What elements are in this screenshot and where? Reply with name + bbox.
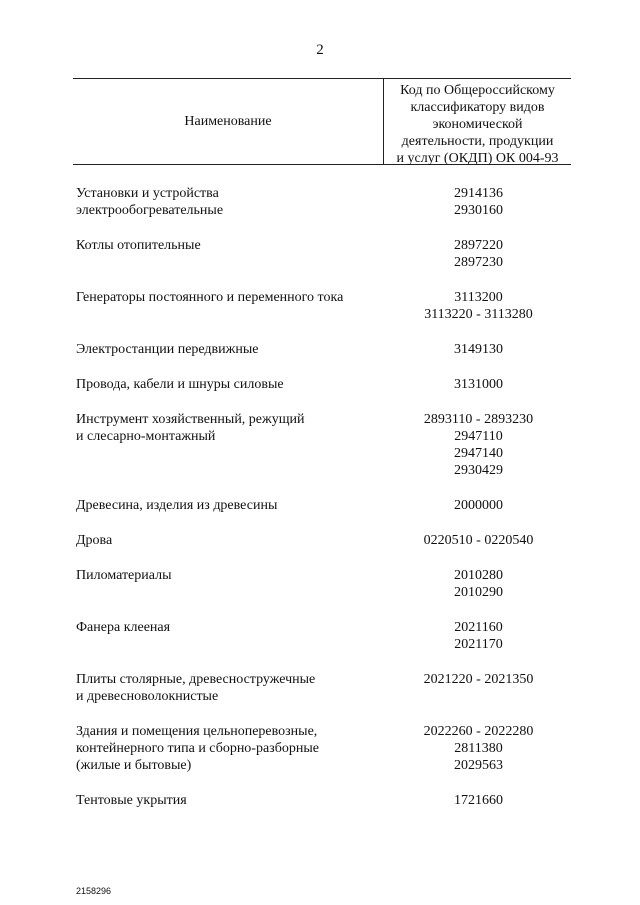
header-name-column: Наименование bbox=[184, 114, 272, 129]
row-code-value: 2021170 bbox=[454, 637, 503, 652]
header-code-line: Код по Общероссийскому bbox=[400, 83, 555, 98]
row-name bbox=[76, 376, 386, 393]
row-name-line: Плиты столярные, древесностружечные bbox=[76, 672, 316, 687]
table-row bbox=[0, 723, 640, 774]
row-code-value: 2021220 - 2021350 bbox=[423, 672, 534, 687]
row-name-line: Здания и помещения цельноперевозные, bbox=[76, 724, 318, 739]
row-code bbox=[386, 497, 571, 514]
table-row bbox=[0, 532, 640, 549]
table-row bbox=[0, 376, 640, 393]
row-name bbox=[76, 289, 386, 323]
row-code bbox=[386, 185, 571, 219]
row-code-value: 0220510 - 0220540 bbox=[423, 533, 534, 548]
row-code-value: 2930160 bbox=[454, 203, 503, 218]
table-row bbox=[0, 497, 640, 514]
row-name bbox=[76, 619, 386, 653]
table-row bbox=[0, 341, 640, 358]
row-name-line: Установки и устройства bbox=[76, 186, 219, 201]
row-code bbox=[386, 341, 571, 358]
row-code-value: 3131000 bbox=[454, 377, 503, 392]
row-name bbox=[76, 792, 386, 809]
row-code bbox=[386, 567, 571, 601]
row-code-value: 2010280 bbox=[454, 568, 503, 583]
table-top-rule bbox=[73, 78, 571, 79]
row-name-line: Древесина, изделия из древесины bbox=[76, 498, 278, 513]
row-name-line: электрообогревательные bbox=[76, 203, 224, 218]
row-code bbox=[386, 237, 571, 271]
row-name bbox=[76, 185, 386, 219]
header-code-line: и услуг (ОКДП) ОК 004-93 bbox=[396, 151, 559, 166]
row-code-value: 2947110 bbox=[454, 429, 503, 444]
row-name-line: контейнерного типа и сборно-разборные bbox=[76, 741, 319, 756]
row-code-value: 2897220 bbox=[454, 238, 503, 253]
row-code-value: 2010290 bbox=[454, 585, 503, 600]
row-code-value: 1721660 bbox=[454, 793, 503, 808]
row-name bbox=[76, 497, 386, 514]
document-id: 2158296 bbox=[76, 886, 112, 896]
table-row bbox=[0, 619, 640, 653]
header-code-column bbox=[384, 82, 571, 167]
header-code-line: деятельности, продукции bbox=[401, 134, 554, 149]
row-code bbox=[386, 723, 571, 774]
row-name bbox=[76, 532, 386, 549]
table-body bbox=[0, 185, 640, 809]
row-code-value: 2893110 - 2893230 bbox=[423, 412, 534, 427]
row-name-line: и слесарно-монтажный bbox=[76, 429, 216, 444]
table-row bbox=[0, 237, 640, 271]
row-name bbox=[76, 671, 386, 705]
row-name bbox=[76, 411, 386, 479]
row-code bbox=[386, 671, 571, 705]
row-name-line: Генераторы постоянного и переменного тока bbox=[76, 290, 344, 305]
header-code-line: экономической bbox=[432, 117, 523, 132]
table-row bbox=[0, 792, 640, 809]
row-name-line: Котлы отопительные bbox=[76, 238, 201, 253]
table-row bbox=[0, 289, 640, 323]
row-code-value: 2811380 bbox=[454, 741, 503, 756]
page-number: 2 bbox=[316, 42, 324, 58]
row-name bbox=[76, 723, 386, 774]
row-code bbox=[386, 411, 571, 479]
row-name-line: (жилые и бытовые) bbox=[76, 758, 192, 773]
row-code-value: 2029563 bbox=[454, 758, 503, 773]
row-name-line: Инструмент хозяйственный, режущий bbox=[76, 412, 305, 427]
table-row bbox=[0, 567, 640, 601]
row-code bbox=[386, 376, 571, 393]
row-code-value: 2022260 - 2022280 bbox=[423, 724, 534, 739]
row-name-line: Дрова bbox=[76, 533, 113, 548]
row-code-value: 3113200 bbox=[454, 290, 503, 305]
table-row bbox=[0, 185, 640, 219]
row-name bbox=[76, 237, 386, 271]
row-code-value: 2897230 bbox=[454, 255, 503, 270]
row-code-value: 2021160 bbox=[454, 620, 503, 635]
header-code-line: классификатору видов bbox=[410, 100, 545, 115]
row-name-line: Электростанции передвижные bbox=[76, 342, 259, 357]
row-code-value: 2947140 bbox=[454, 446, 503, 461]
row-name-line: и древесноволокнистые bbox=[76, 689, 219, 704]
row-code bbox=[386, 532, 571, 549]
row-name bbox=[76, 341, 386, 358]
table-row bbox=[0, 671, 640, 705]
row-code-value: 2000000 bbox=[454, 498, 503, 513]
row-code bbox=[386, 289, 571, 323]
row-code bbox=[386, 792, 571, 809]
row-name-line: Фанера клееная bbox=[76, 620, 171, 635]
row-code-value: 2930429 bbox=[454, 463, 503, 478]
row-name-line: Провода, кабели и шнуры силовые bbox=[76, 377, 284, 392]
row-code-value: 3149130 bbox=[454, 342, 503, 357]
row-name-line: Тентовые укрытия bbox=[76, 793, 187, 808]
row-code-value: 3113220 - 3113280 bbox=[424, 307, 533, 322]
row-name-line: Пиломатериалы bbox=[76, 568, 172, 583]
table-row bbox=[0, 411, 640, 479]
row-code bbox=[386, 619, 571, 653]
row-code-value: 2914136 bbox=[454, 186, 503, 201]
row-name bbox=[76, 567, 386, 601]
